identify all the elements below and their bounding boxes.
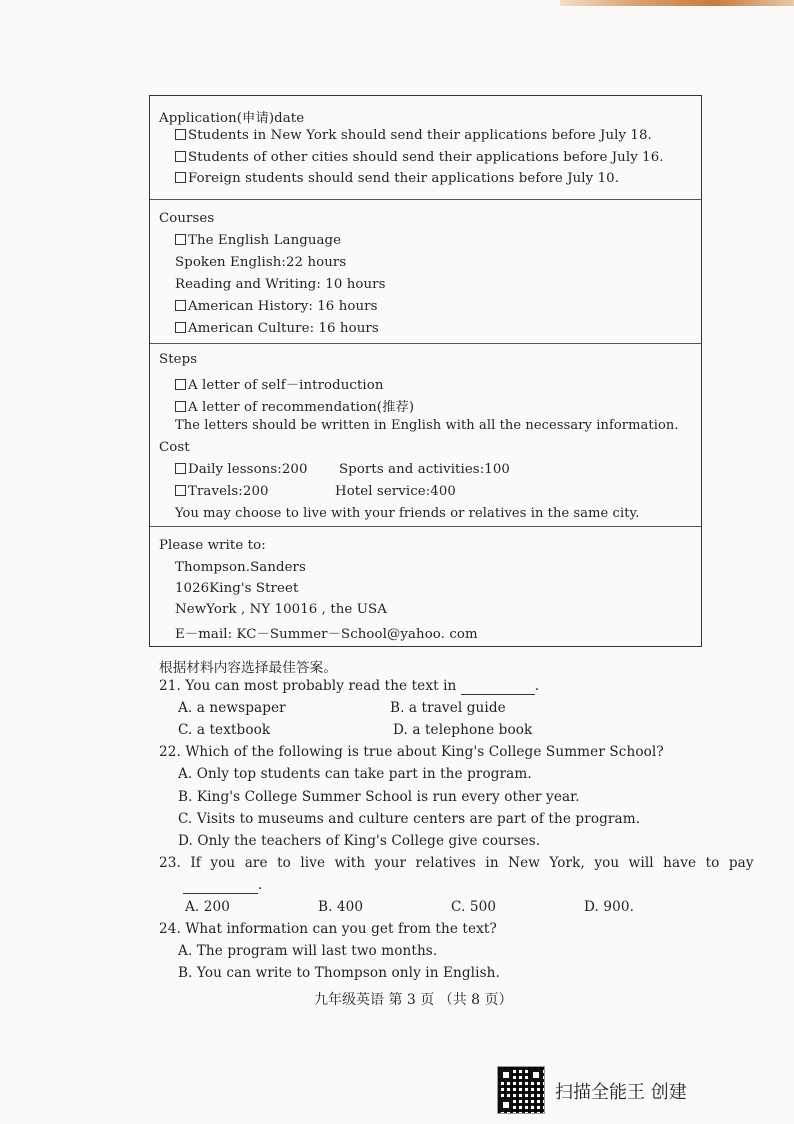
checkbox-icon [175, 172, 186, 183]
answer-blank-line: . [183, 877, 262, 894]
qr-code-icon [497, 1066, 545, 1114]
option: B. King's College Summer School is run every other year. [178, 789, 580, 805]
cost-item: Hotel service:400 [335, 484, 456, 499]
steps-note: The letters should be written in English with all the necessary information. [175, 418, 679, 433]
contact-street: 1026King's Street [175, 581, 299, 596]
course-item: American Culture: 16 hours [175, 321, 379, 336]
cost-item: Travels:200 [175, 484, 269, 499]
option: D. Only the teachers of King's College give courses. [178, 833, 541, 849]
application-heading: Application(申请)date [159, 111, 305, 126]
watermark-text: 扫描全能王 创建 [555, 1082, 687, 1103]
step-item: A letter of self－introduction [175, 374, 384, 393]
courses-heading: Courses [159, 211, 215, 226]
answer-blank [461, 678, 535, 695]
option: C. a textbook [178, 722, 271, 738]
checkbox-icon [175, 401, 186, 412]
contact-city: NewYork , NY 10016 , the USA [175, 602, 387, 617]
cost-heading: Cost [159, 440, 190, 455]
application-section [150, 96, 701, 200]
contact-name: Thompson.Sanders [175, 560, 306, 575]
cost-item: Daily lessons:200 [175, 462, 308, 477]
option: B. 400 [318, 899, 364, 915]
option: A. Only top students can take part in the program. [178, 766, 532, 782]
top-color-strip [560, 0, 794, 6]
answer-blank [183, 877, 258, 894]
option: D. 900. [584, 899, 635, 915]
application-item: Students of other cities should send their applications before July 16. [175, 150, 664, 165]
course-item: The English Language [175, 233, 341, 248]
option: D. a telephone book [393, 722, 533, 738]
checkbox-icon [175, 151, 186, 162]
scanner-watermark [497, 1066, 707, 1116]
cost-item: Sports and activities:100 [339, 462, 510, 477]
instruction: 根据材料内容选择最佳答案。 [159, 660, 338, 676]
step-item: A letter of recommendation(推荐) [175, 396, 414, 415]
question-23: 23. If you are to live with your relatives in New York, you will have to pay [159, 855, 754, 871]
option: B. You can write to Thompson only in English. [178, 965, 500, 981]
checkbox-icon [175, 300, 186, 311]
contact-section [150, 526, 701, 646]
contact-email: E－mail: KC－Summer－School@yahoo. com [175, 627, 478, 642]
steps-heading: Steps [159, 352, 198, 367]
question-22: 22. Which of the following is true about King's College Summer School? [159, 744, 664, 760]
checkbox-icon [175, 234, 186, 245]
option: A. a newspaper [178, 700, 286, 716]
application-item: Foreign students should send their applications before July 10. [175, 171, 619, 186]
option: C. Visits to museums and culture centers are part of the program. [178, 811, 641, 827]
steps-cost-section [150, 343, 701, 527]
course-subitem: Spoken English:22 hours [175, 255, 347, 270]
contact-heading: Please write to: [159, 538, 266, 553]
info-table [149, 95, 702, 647]
course-subitem: Reading and Writing: 10 hours [175, 277, 386, 292]
option: A. 200 [185, 899, 231, 915]
checkbox-icon [175, 485, 186, 496]
option: B. a travel guide [390, 700, 506, 716]
checkbox-icon [175, 129, 186, 140]
option: C. 500 [451, 899, 497, 915]
checkbox-icon [175, 322, 186, 333]
checkbox-icon [175, 379, 186, 390]
cost-note: You may choose to live with your friends or relatives in the same city. [175, 506, 640, 521]
course-item: American History: 16 hours [175, 299, 378, 314]
page-footer: 九年级英语 第 3 页 （共 8 页） [314, 992, 513, 1008]
checkbox-icon [175, 463, 186, 474]
courses-section [150, 199, 701, 344]
question-21: 21. You can most probably read the text in . [159, 678, 540, 694]
application-item: Students in New York should send their applications before July 18. [175, 128, 652, 143]
option: A. The program will last two months. [178, 943, 438, 959]
question-24: 24. What information can you get from the text? [159, 921, 497, 937]
